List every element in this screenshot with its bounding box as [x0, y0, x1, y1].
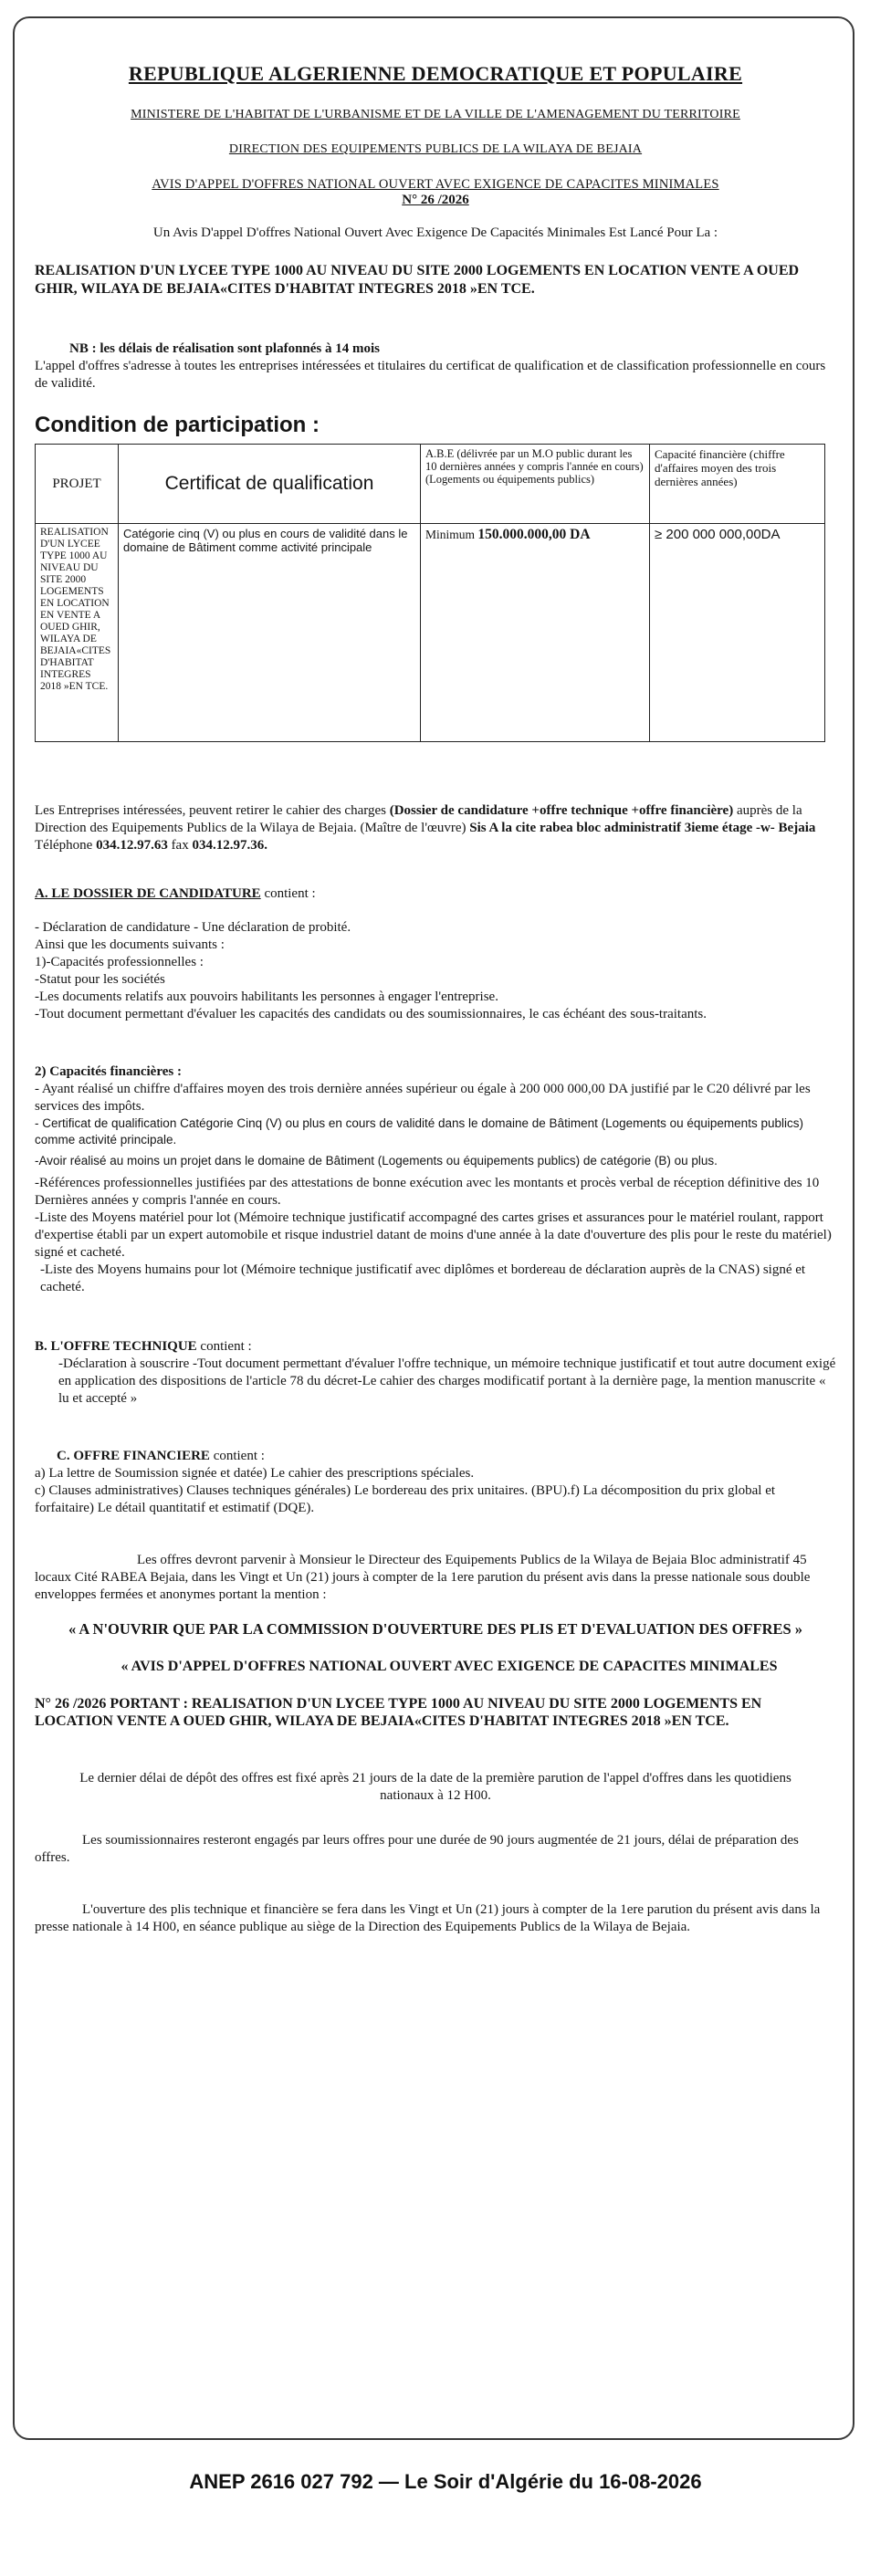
capacite-item: -Liste des Moyens matériel pour lot (Mémoire technique justificatif accompagné des cartes grises et assurances pour le matériel roulant, rapport d'expertise établi par un expert automobile et risque industriel datant de moins d'une année à la date d'ouverture des plis pour le reste du matériel) signé et cacheté.: [35, 1210, 832, 1260]
header-certificat: Certificat de qualification: [119, 445, 421, 524]
ouverture-paragraph: L'ouverture des plis technique et financière se fera dans les Vingt et Un (21) jours à compter de la 1ere parution du présent avis dans la presse nationale à 14 H00, en séance publique au siège de la Direction des Equipements Publics de la Wilaya de Bejaia.: [35, 1902, 821, 1934]
retrait-paragraph: [35, 802, 836, 854]
conditions-header-row: [36, 445, 825, 524]
offre-financiere-heading: [35, 1448, 836, 1465]
anep-footer: ANEP 2616 027 792 — Le Soir d'Algérie du 16-08-2026: [189, 2470, 702, 2493]
retrait-phone-label: Téléphone: [35, 838, 93, 853]
header-abe: A.B.E (délivrée par un M.O public durant les 10 dernières années y compris l'année en cours) (Logements ou équipements publics): [421, 445, 650, 524]
conditions-data-row: [36, 524, 825, 742]
dernier-delai: Le dernier délai de dépôt des offres est fixé après 21 jours de la date de la première parution de l'appel d'offres dans les quotidiens nationaux à 12 H00.: [79, 1771, 791, 1803]
dossier-item: 1)-Capacités professionnelles :: [35, 955, 204, 969]
retrait-text-c: auprès de la Direction des Equipements Publics de la Wilaya de Bejaia.: [35, 803, 802, 835]
cell-abe: [421, 524, 650, 742]
conditions-table: [35, 444, 825, 742]
nb-delay: NB : les délais de réalisation sont plafonnés à 14 mois: [69, 341, 381, 356]
cell-capacite: ≥ 200 000 000,00DA: [650, 524, 825, 742]
capacite-item: - Certificat de qualification Catégorie Cinq (V) ou plus en cours de validité dans le domaine de Bâtiment (Logements ou équipements publics) comme activité principale.: [35, 1116, 803, 1147]
capacite-item: -Liste des Moyens humains pour lot (Mémoire technique justificatif avec diplômes et bordereau de déclaration auprès de la CNAS) signé et cacheté.: [40, 1262, 806, 1294]
offre-financiere-suffix: contient :: [213, 1449, 265, 1463]
dossier-list: [35, 919, 836, 1023]
dossier-item: -Statut pour les sociétés: [35, 972, 165, 987]
retrait-address: Sis A la cite rabea bloc administratif 3ieme étage: [469, 821, 753, 835]
mention-no-open: « A N'OUVRIR QUE PAR LA COMMISSION D'OUVERTURE DES PLIS ET D'EVALUATION DES OFFRES »: [68, 1620, 803, 1638]
offre-financiere-title: C. OFFRE FINANCIERE: [57, 1449, 210, 1463]
cell-projet: REALISATION D'UN LYCEE TYPE 1000 AU NIVEAU DU SITE 2000 LOGEMENTS EN LOCATION EN VENTE A OUED GHIR, WILAYA DE BEJAIA«CITES D'HABITAT INTEGRES 2018 »EN TCE.: [36, 524, 119, 742]
mention-number-project: N° 26 /2026 PORTANT : REALISATION D'UN LYCEE TYPE 1000 AU NIVEAU DU SITE 2000 LOGEMENTS EN LOCATION VENTE A OUED GHIR, WILAYA DE BEJAIA«CITES D'HABITAT INTEGRES 2018 »EN TCE.: [35, 1696, 762, 1729]
retrait-text-b: (Dossier de candidature +offre technique +offre financière): [389, 803, 734, 818]
capacite-item: -Références professionnelles justifiées par des attestations de bonne exécution avec les montants et procès verbal de réception définitive des 10 Dernières années y compris l'année en cours.: [35, 1176, 820, 1208]
dossier-heading: [35, 885, 836, 903]
abe-prefix: Minimum: [425, 528, 476, 541]
header-capacite: Capacité financière (chiffre d'affaires moyen des trois dernières années): [650, 445, 825, 524]
dossier-item: Ainsi que les documents suivants :: [35, 937, 225, 952]
offre-technique-suffix: contient :: [200, 1339, 252, 1354]
dossier-item: -Les documents relatifs aux pouvoirs habilitants les personnes à engager l'entreprise.: [35, 990, 498, 1004]
capacites-list: [35, 1081, 836, 1296]
avis-title: AVIS D'APPEL D'OFFRES NATIONAL OUVERT AVEC EXIGENCE DE CAPACITES MINIMALES: [152, 177, 719, 192]
offre-technique-text: -Déclaration à souscrire -Tout document permettant d'évaluer l'offre technique, un mémoire technique justificatif et tout autre document exigé en application des dispositions de l'article 78 du décret-Le cahier des charges modificatif portant à la dernière page, la mention manuscrite « lu et accepté »: [58, 1356, 836, 1406]
capacite-item: -Avoir réalisé au moins un projet dans le domaine de Bâtiment (Logements ou équipements publics) de catégorie (B) ou plus.: [35, 1154, 718, 1168]
notice-frame: [13, 16, 854, 2440]
retrait-text-d: (Maître de l'œuvre): [360, 821, 466, 835]
direction-heading: DIRECTION DES EQUIPEMENTS PUBLICS DE LA WILAYA DE BEJAIA: [228, 142, 643, 156]
addressed-paragraph: L'appel d'offres s'adresse à toutes les entreprises intéressées et titulaires du certificat de qualification et de classification professionnelle en cours de validité.: [35, 359, 826, 391]
conditions-title: Condition de participation :: [35, 413, 320, 437]
retrait-text-a: Les Entreprises intéressées, peuvent retirer le cahier des charges: [35, 803, 386, 818]
offre-technique-title: B. L'OFFRE TECHNIQUE: [35, 1339, 197, 1354]
mention-avis: « AVIS D'APPEL D'OFFRES NATIONAL OUVERT AVEC EXIGENCE DE CAPACITES MINIMALES: [121, 1659, 778, 1674]
header-projet: PROJET: [36, 445, 119, 524]
offre-financiere-item: c) Clauses administratives) Clauses techniques générales) Le bordereau des prix unitaires. (BPU).f) La décomposition du prix global et forfaitaire) Le détail quantitatif et estimatif (DQE).: [35, 1483, 776, 1515]
dossier-title-suffix: contient :: [264, 886, 316, 901]
capacites-title: 2) Capacités financières :: [35, 1064, 182, 1079]
republic-heading: REPUBLIQUE ALGERIENNE DEMOCRATIQUE ET POPULAIRE: [128, 62, 743, 85]
capacite-item: - Ayant réalisé un chiffre d'affaires moyen des trois dernière années supérieur ou égale à 200 000 000,00 DA justifié par le C20 délivré par les services des impôts.: [35, 1082, 811, 1114]
avis-number: N° 26 /2026: [402, 193, 469, 207]
project-title: REALISATION D'UN LYCEE TYPE 1000 AU NIVEAU DU SITE 2000 LOGEMENTS EN LOCATION VENTE A OUED GHIR, WILAYA DE BEJAIA«CITES D'HABITAT INTEGRES 2018 »EN TCE.: [35, 263, 800, 297]
retrait-fax-label: fax: [171, 838, 189, 853]
abe-value: 150.000.000,00 DA: [477, 527, 591, 542]
dossier-item: -Tout document permettant d'évaluer les capacités des candidats ou des soumissionnaires, le cas échéant des sous-traitants.: [35, 1007, 708, 1021]
retrait-fax: 034.12.97.36.: [192, 838, 267, 853]
dossier-item: - Déclaration de candidature - Une déclaration de probité.: [35, 920, 351, 935]
offre-financiere-item: a) La lettre de Soumission signée et datée) Le cahier des prescriptions spéciales.: [35, 1466, 475, 1481]
depot-paragraph: Les offres devront parvenir à Monsieur le Directeur des Equipements Publics de la Wilaya de Bejaia Bloc administratif 45 locaux Cité RABEA Bejaia, dans les Vingt et Un (21) jours à compter de la 1ere parution du présent avis dans la presse nationale sous double enveloppes fermées et anonymes portant la mention :: [35, 1553, 811, 1602]
launch-line: Un Avis D'appel D'offres National Ouvert Avec Exigence De Capacités Minimales Est Lancé Pour La :: [152, 225, 718, 240]
offre-technique-heading: [35, 1338, 836, 1356]
retrait-city: -w- Bejaia: [755, 821, 816, 835]
engagement-paragraph: Les soumissionnaires resteront engagés par leurs offres pour une durée de 90 jours augmentée de 21 jours, délai de préparation des offres.: [35, 1833, 799, 1865]
cell-certificat: Catégorie cinq (V) ou plus en cours de validité dans le domaine de Bâtiment comme activité principale: [119, 524, 421, 742]
notice-content: [35, 31, 836, 1936]
ministry-heading: MINISTERE DE L'HABITAT DE L'URBANISME ET DE LA VILLE DE L'AMENAGEMENT DU TERRITOIRE: [131, 108, 740, 121]
dossier-title: A. LE DOSSIER DE CANDIDATURE: [35, 886, 261, 901]
retrait-phone: 034.12.97.63: [96, 838, 168, 853]
